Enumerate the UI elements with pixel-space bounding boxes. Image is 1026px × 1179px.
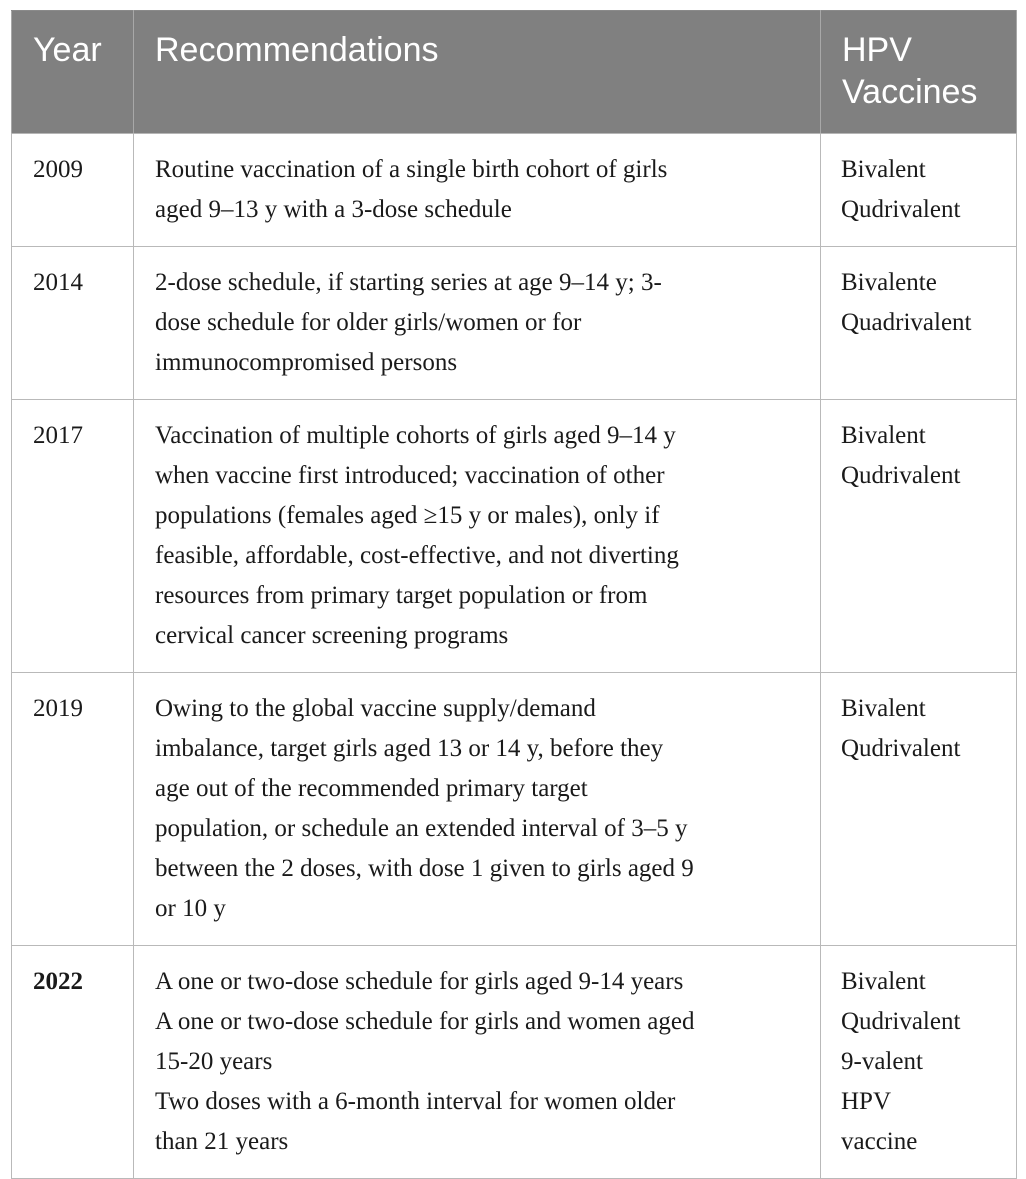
header-vaccines bbox=[821, 11, 1017, 134]
recommendation-line: between the 2 doses, with dose 1 given to girls aged 9 bbox=[155, 855, 694, 882]
vaccine-line: 9-valent bbox=[841, 1048, 923, 1075]
vaccine-line: Bivalent bbox=[841, 968, 926, 995]
recommendations-table bbox=[11, 10, 1017, 1179]
recommendation-line: feasible, affordable, cost-effective, and not diverting bbox=[155, 542, 679, 569]
recommendation-cell bbox=[134, 946, 821, 1179]
recommendation-cell bbox=[134, 673, 821, 946]
vaccine-line: Qudrivalent bbox=[841, 462, 961, 489]
recommendation-line: immunocompromised persons bbox=[155, 349, 458, 376]
recommendation-cell bbox=[134, 247, 821, 400]
year-cell bbox=[12, 946, 134, 1179]
recommendation-line: when vaccine first introduced; vaccination of other bbox=[155, 462, 665, 489]
recommendation-line: age out of the recommended primary target bbox=[155, 775, 588, 802]
vaccines-cell bbox=[821, 673, 1017, 946]
table-row bbox=[12, 946, 1017, 1179]
vaccine-line: Qudrivalent bbox=[841, 1008, 961, 1035]
year-value: 2017 bbox=[33, 422, 83, 449]
table-row bbox=[12, 400, 1017, 673]
vaccine-line: Bivalent bbox=[841, 156, 926, 183]
vaccine-line: Quadrivalent bbox=[841, 309, 972, 336]
recommendation-line: A one or two-dose schedule for girls aged 9-14 years bbox=[155, 968, 684, 995]
vaccine-line: Bivalent bbox=[841, 695, 926, 722]
table-row bbox=[12, 673, 1017, 946]
vaccines-cell bbox=[821, 400, 1017, 673]
header-vaccines-label-line: HPV bbox=[842, 31, 912, 69]
year-value: 2014 bbox=[33, 269, 83, 296]
year-cell bbox=[12, 400, 134, 673]
recommendation-line: or 10 y bbox=[155, 895, 226, 922]
year-value: 2009 bbox=[33, 156, 83, 183]
vaccines-cell bbox=[821, 946, 1017, 1179]
header-vaccines-label-line: Vaccines bbox=[842, 73, 978, 111]
vaccine-line: Qudrivalent bbox=[841, 196, 961, 223]
vaccines-cell bbox=[821, 134, 1017, 247]
recommendation-line: 2-dose schedule, if starting series at age 9–14 y; 3- bbox=[155, 269, 662, 296]
vaccine-line: Qudrivalent bbox=[841, 735, 961, 762]
recommendation-line: dose schedule for older girls/women or for bbox=[155, 309, 582, 336]
recommendation-line: cervical cancer screening programs bbox=[155, 622, 509, 649]
header-year bbox=[12, 11, 134, 134]
recommendation-line: A one or two-dose schedule for girls and women aged bbox=[155, 1008, 695, 1035]
recommendation-line: resources from primary target population or from bbox=[155, 582, 648, 609]
recommendation-line: imbalance, target girls aged 13 or 14 y, before they bbox=[155, 735, 664, 762]
header-year-label: Year bbox=[33, 31, 102, 69]
header-row bbox=[12, 11, 1017, 134]
vaccines-cell bbox=[821, 247, 1017, 400]
recommendation-line: Vaccination of multiple cohorts of girls aged 9–14 y bbox=[155, 422, 676, 449]
recommendation-line: Owing to the global vaccine supply/demand bbox=[155, 695, 596, 722]
recommendation-line: 15-20 years bbox=[155, 1048, 273, 1075]
recommendation-line: Two doses with a 6-month interval for women older bbox=[155, 1088, 676, 1115]
recommendation-line: population, or schedule an extended interval of 3–5 y bbox=[155, 815, 688, 842]
vaccine-line: Bivalent bbox=[841, 422, 926, 449]
table-row bbox=[12, 247, 1017, 400]
table-body bbox=[12, 134, 1017, 1179]
vaccine-line: vaccine bbox=[841, 1128, 918, 1155]
vaccine-line: HPV bbox=[841, 1088, 892, 1115]
recommendation-line: Routine vaccination of a single birth cohort of girls bbox=[155, 156, 668, 183]
year-cell bbox=[12, 134, 134, 247]
recommendation-cell bbox=[134, 134, 821, 247]
year-value: 2022 bbox=[33, 968, 83, 995]
year-value: 2019 bbox=[33, 695, 83, 722]
recommendation-line: than 21 years bbox=[155, 1128, 289, 1155]
header-recommendations bbox=[134, 11, 821, 134]
header-recommendations-label: Recommendations bbox=[155, 31, 439, 69]
recommendation-line: populations (females aged ≥15 y or males), only if bbox=[155, 502, 660, 529]
year-cell bbox=[12, 673, 134, 946]
recommendation-line: aged 9–13 y with a 3-dose schedule bbox=[155, 196, 512, 223]
table-header bbox=[12, 11, 1017, 134]
table-row bbox=[12, 134, 1017, 247]
year-cell bbox=[12, 247, 134, 400]
recommendation-cell bbox=[134, 400, 821, 673]
vaccine-line: Bivalente bbox=[841, 269, 937, 296]
